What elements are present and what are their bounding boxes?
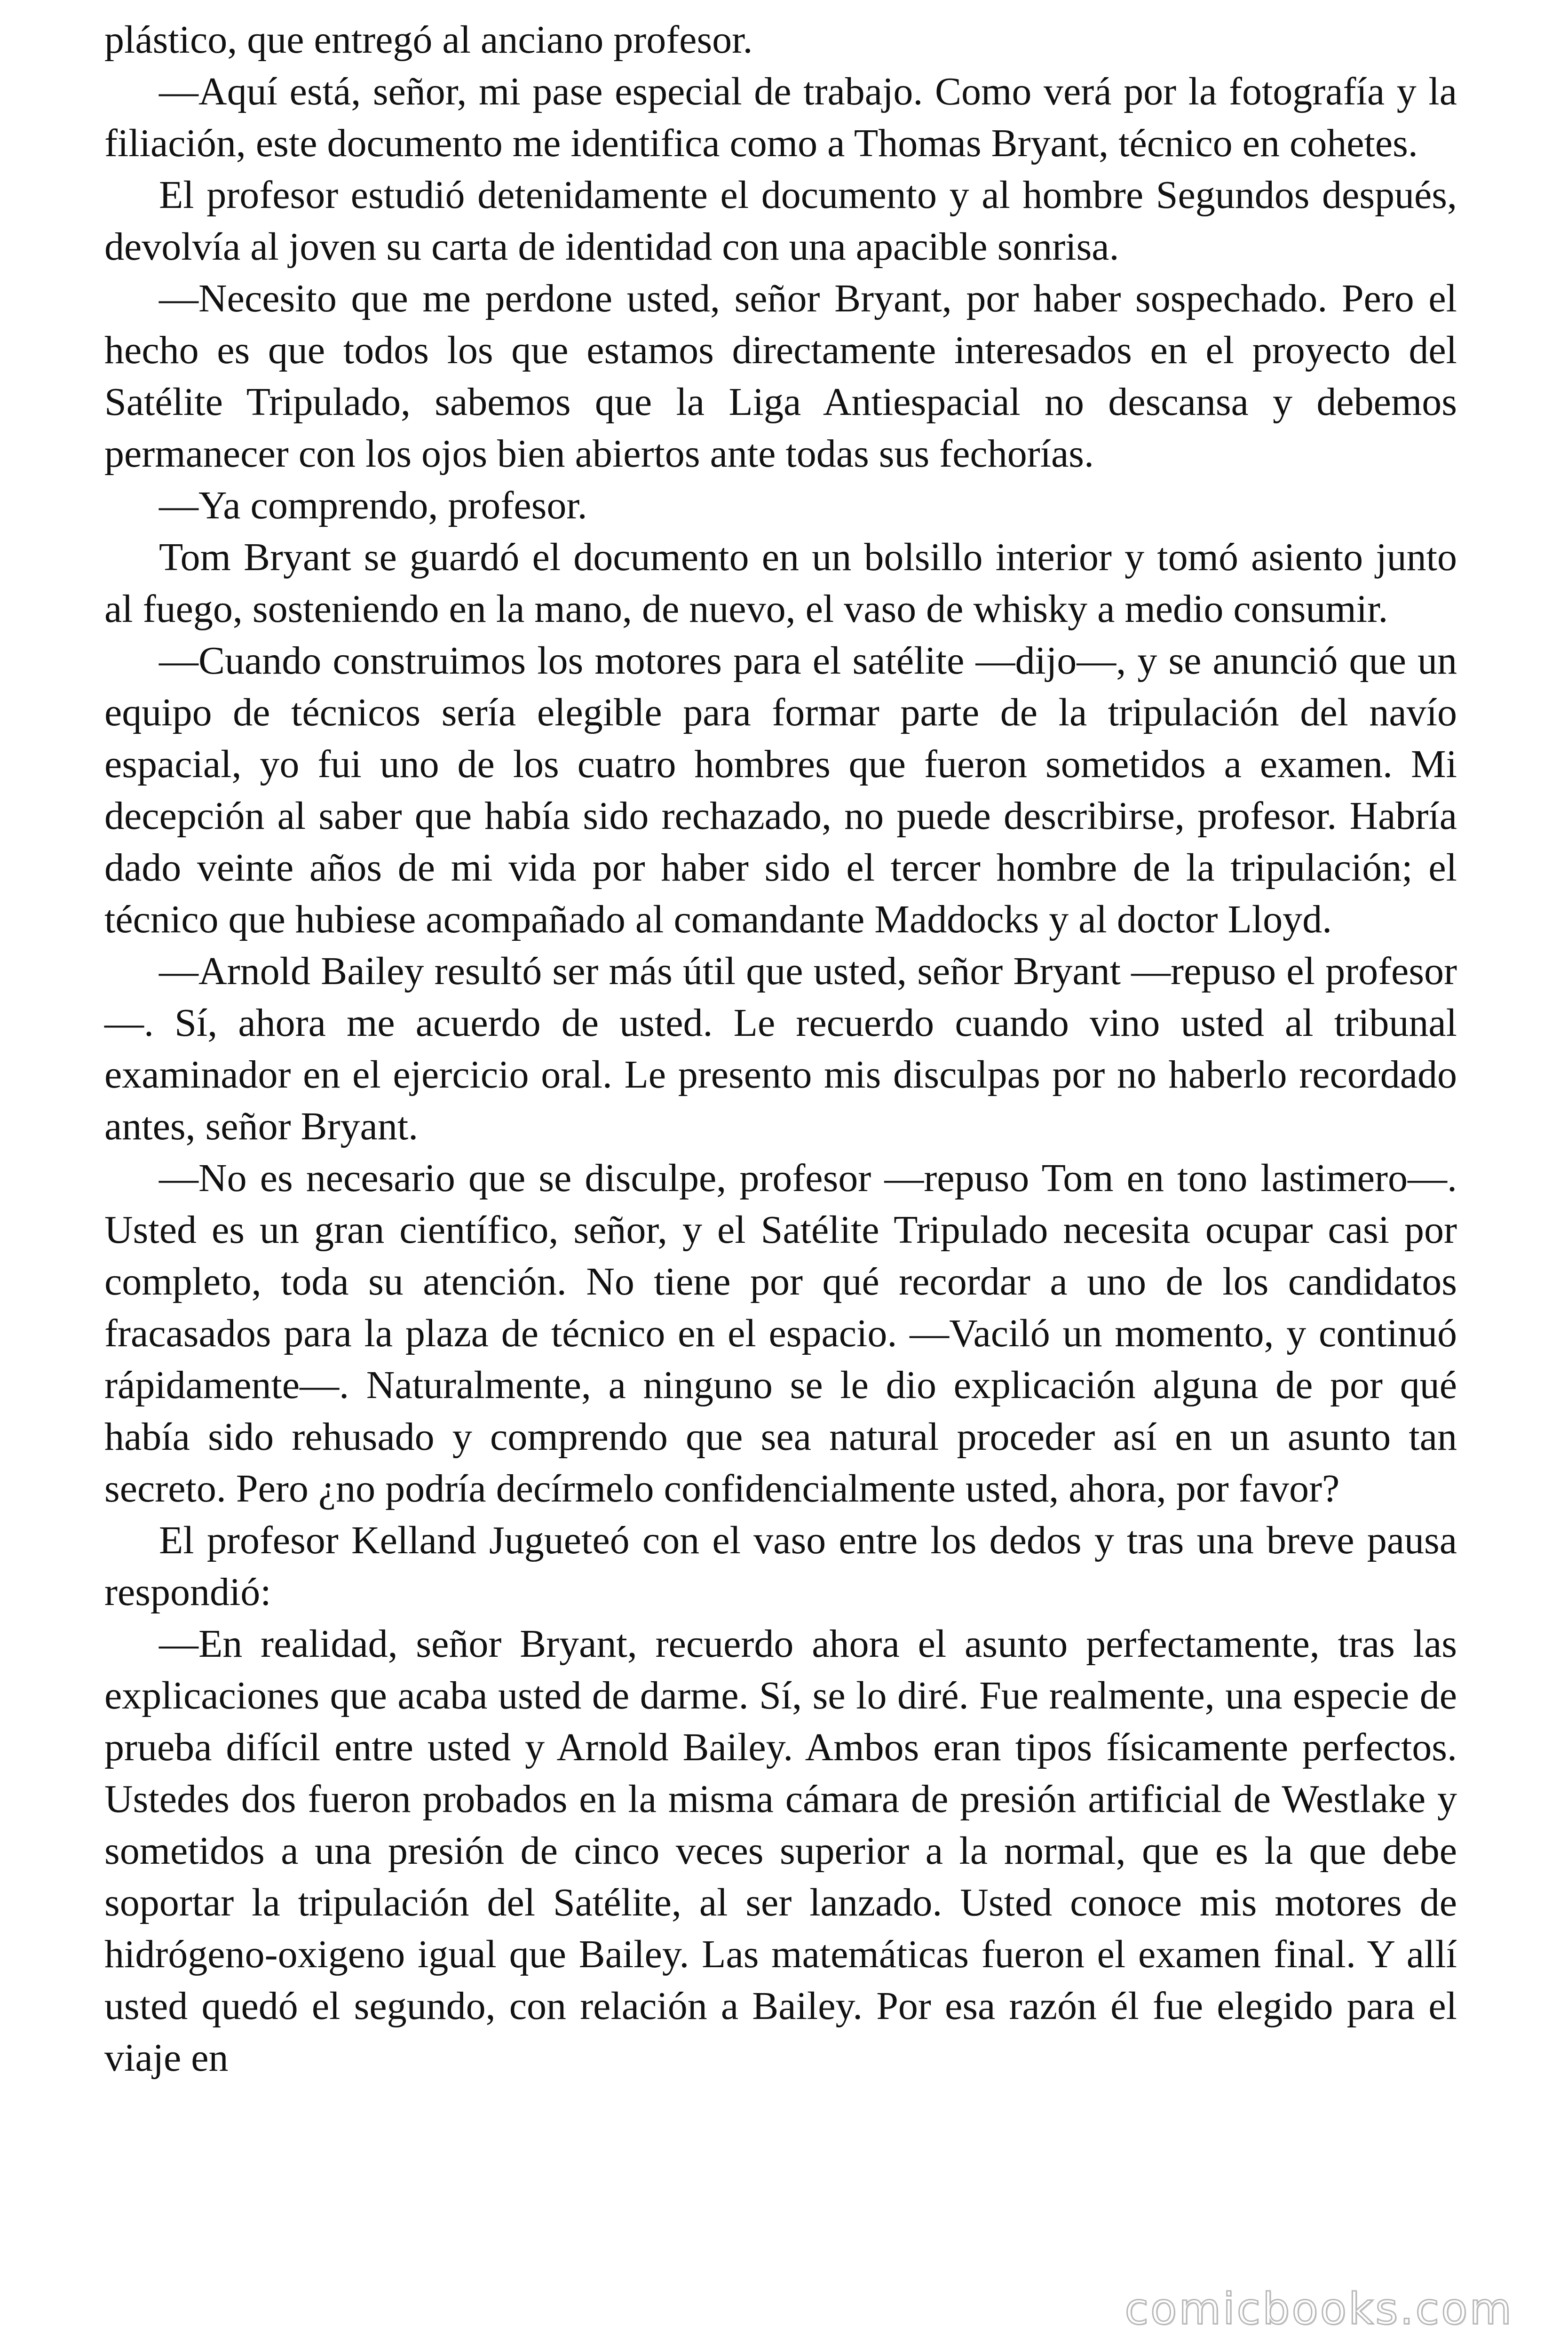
watermark-logo: comicbooks.com (1125, 2284, 1513, 2334)
paragraph: El profesor estudió detenidamente el documento y al hombre Segundos después, devolvía al joven su carta de identidad con una apacible sonrisa. (104, 173, 1457, 269)
paragraph: El profesor Kelland Jugueteó con el vaso entre los dedos y tras una breve pausa respondió: (104, 1518, 1457, 1614)
paragraph: Tom Bryant se guardó el documento en un bolsillo interior y tomó asiento junto al fuego, sosteniendo en la mano, de nuevo, el vaso de whisky a medio consumir. (104, 535, 1457, 631)
paragraph: —Arnold Bailey resultó ser más útil que usted, señor Bryant —repuso el profesor—. Sí, ahora me acuerdo de usted. Le recuerdo cuando vino usted al tribunal examinador en el ejercicio oral. Le presento mis disculpas por no haberlo recordado antes, señor Bryant. (104, 949, 1457, 1148)
paragraph: plástico, que entregó al anciano profesor. (104, 18, 753, 62)
paragraph: —En realidad, señor Bryant, recuerdo ahora el asunto perfectamente, tras las explicaciones que acaba usted de darme. Sí, se lo diré. Fue realmente, una especie de prueba difícil entre usted y Arnold Bailey. Ambos eran tipos físicamente perfectos. Ustedes dos fueron probados en la misma cámara de presión artificial de Westlake y sometidos a una presión de cinco veces superior a la normal, que es la que debe soportar la tripulación del Satélite, al ser lanzado. Usted conoce mis motores de hidrógeno-oxigeno igual que Bailey. Las matemáticas fueron el examen final. Y allí usted quedó el segundo, con relación a Bailey. Por esa razón él fue elegido para el viaje en (104, 1622, 1457, 2080)
paragraph: —Necesito que me perdone usted, señor Bryant, por haber sospechado. Pero el hecho es que todos los que estamos directamente interesados en el proyecto del Satélite Tripulado, sabemos que la Liga Antiespacial no descansa y debemos permanecer con los ojos bien abiertos ante todas sus fechorías. (104, 277, 1457, 476)
paragraph: —Cuando construimos los motores para el satélite —dijo—, y se anunció que un equipo de técnicos sería elegible para formar parte de la tripulación del navío espacial, yo fui uno de los cuatro hombres que fueron sometidos a examen. Mi decepción al saber que había sido rechazado, no puede describirse, profesor. Habría dado veinte años de mi vida por haber sido el tercer hombre de la tripulación; el técnico que hubiese acompañado al comandante Maddocks y al doctor Lloyd. (104, 639, 1457, 941)
page-body (104, 14, 1457, 2084)
paragraph: —No es necesario que se disculpe, profesor —repuso Tom en tono lastimero—. Usted es un gran científico, señor, y el Satélite Tripulado necesita ocupar casi por completo, toda su atención. No tiene por qué recordar a uno de los candidatos fracasados para la plaza de técnico en el espacio. —Vaciló un momento, y continuó rápidamente—. Naturalmente, a ninguno se le dio explicación alguna de por qué había sido rehusado y comprendo que sea natural proceder así en un asunto tan secreto. Pero ¿no podría decírmelo confidencialmente usted, ahora, por favor? (104, 1156, 1457, 1510)
paragraph: —Aquí está, señor, mi pase especial de trabajo. Como verá por la fotografía y la filiación, este documento me identifica como a Thomas Bryant, técnico en cohetes. (104, 70, 1457, 165)
paragraph: —Ya comprendo, profesor. (159, 484, 587, 527)
